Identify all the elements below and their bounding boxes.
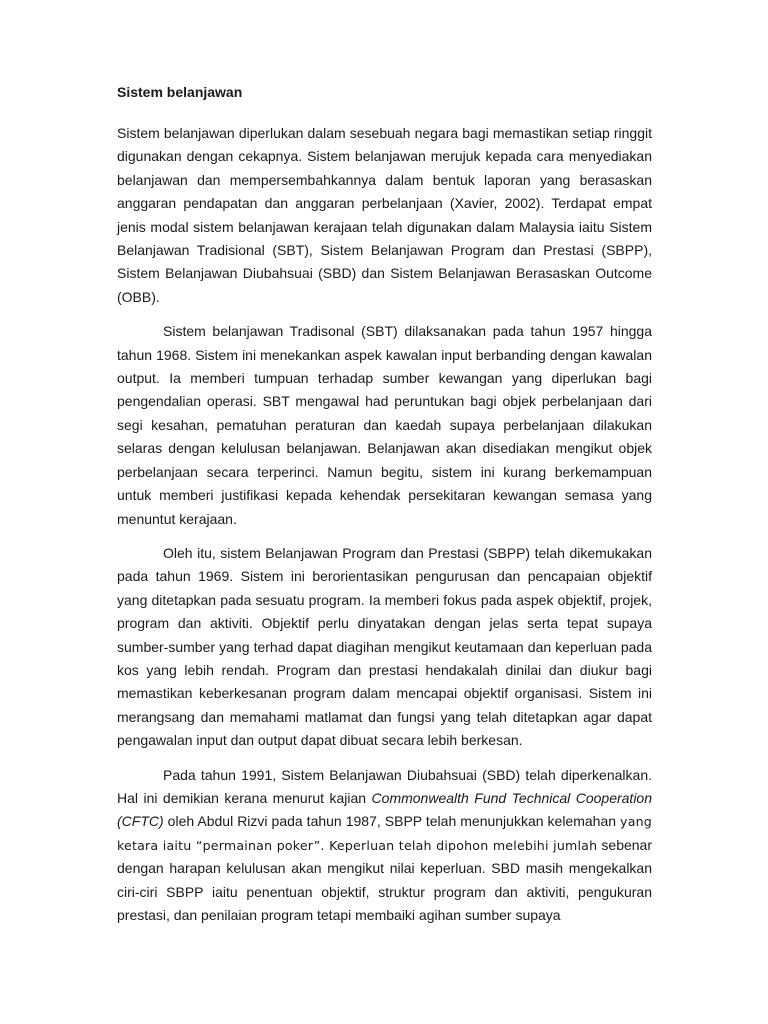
paragraph-sbd: [117, 764, 652, 928]
sbd-text-alt-font: yang ketara iaitu “permainan poker”. Keperluan telah dipohon melebihi jumlah: [117, 814, 652, 853]
sbd-text-part-2: oleh Abdul Rizvi pada tahun 1987, SBPP telah menunjukkan kelemahan: [163, 813, 621, 830]
cftc-italic-text: Commonwealth Fund Technical Cooperation (CFTC): [117, 789, 653, 830]
paragraph-sbpp: Oleh itu, sistem Belanjawan Program dan Prestasi (SBPP) telah dikemukakan pada tahun 1969. Sistem ini berorientasikan pengurusan dan pencapaian objektif yang ditetapkan pada sesuatu program. Ia memberi fokus pada aspek objektif, projek, program dan aktiviti. Objektif perlu dinyatakan dengan jelas serta tepat supaya sumber-sumber yang terhad dapat diagihan mengikut keutamaan dan keperluan pada kos yang lebih rendah. Program dan prestasi hendakalah dinilai dan diukur bagi memastikan keberkesanan program dalam mencapai objektif organisasi. Sistem ini merangsang dan memahami matlamat dan fungsi yang telah ditetapkan agar dapat pengawalan input dan output dapat dibuat secara lebih berkesan.: [117, 544, 652, 749]
sbd-text-part-1: Pada tahun 1991, Sistem Belanjawan Diubahsuai (SBD) telah diperkenalkan. Hal ini demikian kerana menurut kajian: [117, 766, 652, 806]
section-title: Sistem belanjawan: [117, 84, 243, 100]
paragraph-intro: Sistem belanjawan diperlukan dalam sesebuah negara bagi memastikan setiap ringgit digunakan dengan cekapnya. Sistem belanjawan merujuk kepada cara menyediakan belanjawan dan mempersembahkannya dalam bentuk laporan yang berasaskan anggaran pendapatan dan anggaran perbelanjaan (Xavier, 2002). Terdapat empat jenis modal sistem belanjawan kerajaan telah digunakan dalam Malaysia iaitu Sistem Belanjawan Tradisional (SBT), Sistem Belanjawan Program dan Prestasi (SBPP), Sistem Belanjawan Diubahsuai (SBD) dan Sistem Belanjawan Berasaskan Outcome (OBB).: [117, 125, 652, 305]
sbd-text-part-3: sebenar dengan harapan kelulusan akan mengikut nilai keperluan. SBD masih mengekalkan ciri-ciri SBPP iaitu penentuan objektif, struktur program dan aktiviti, pengukuran prestasi, dan penilaian program tetapi membaiki agihan sumber supaya: [117, 836, 653, 923]
document-page: [117, 80, 652, 938]
paragraph-sbt: Sistem belanjawan Tradisonal (SBT) dilaksanakan pada tahun 1957 hingga tahun 1968. Sistem ini menekankan aspek kawalan input berbanding dengan kawalan output. Ia memberi tumpuan terhadap sumber kewangan yang diperlukan bagi pengendalian operasi. SBT mengawal had peruntukan bagi objek perbelanjaan dari segi kesahan, pematuhan peraturan dan kaedah supaya perbelanjaan dilakukan selaras dengan kelulusan belanjawan. Belanjawan akan disediakan mengikut objek perbelanjaan secara terperinci. Namun begitu, sistem ini kurang berkemampuan untuk memberi justifikasi kepada kehendak persekitaran kewangan semasa yang menuntut kerajaan.: [117, 323, 652, 527]
